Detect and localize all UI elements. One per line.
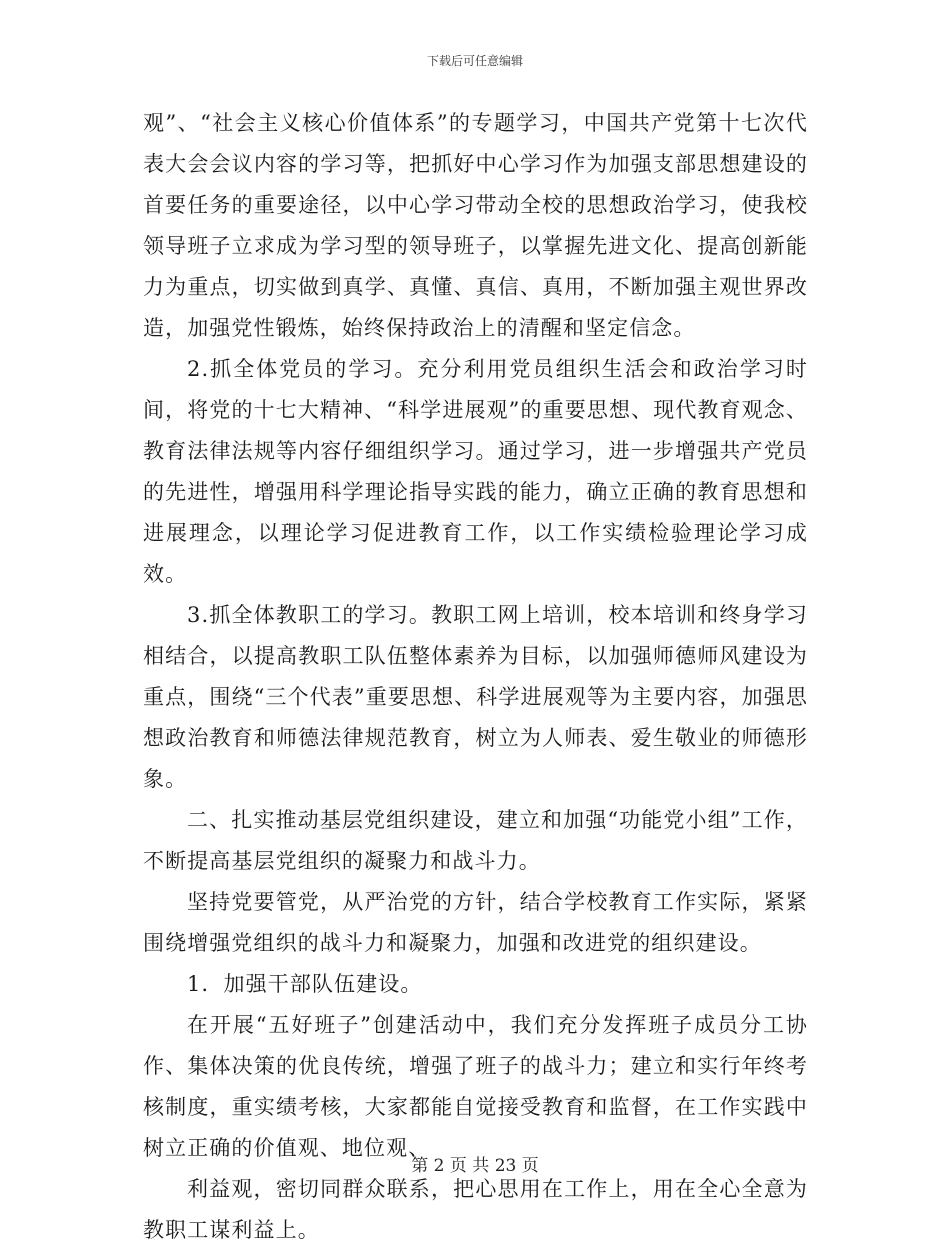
- document-body: [143, 103, 808, 1251]
- paragraph-item-2: 2.抓全体党员的学习。充分利用党员组织生活会和政治学习时间，将党的十七大精神、“科学进展观”的重要思想、现代教育观念、教育法律法规等内容仔细组织学习。通过学习，进一步增强共产党员的先进性，增强用科学理论指导实践的能力，确立正确的教育思想和进展理念，以理论学习促进教育工作，以工作实绩检验理论学习成效。: [143, 357, 808, 586]
- paragraph-item-3: 3.抓全体教职工的学习。教职工网上培训，校本培训和终身学习相结合，以提高教职工队伍整体素养为目标，以加强师德师风建设为重点，围绕“三个代表”重要思想、科学进展观等为主要内容，加强思想政治教育和师德法律规范教育，树立为人师表、爱生敬业的师德形象。: [143, 603, 808, 791]
- section-heading-2: 二、扎实推动基层党组织建设，建立和加强“功能党小组”工作，不断提高基层党组织的凝聚力和战斗力。: [143, 808, 808, 873]
- page-header: 下载后可任意编辑: [426, 54, 523, 68]
- paragraph-interests: 利益观，密切同群众联系，把心思用在工作上，用在全心全意为教职工谋利益上。: [143, 1177, 808, 1242]
- paragraph-five-good-team: 在开展“五好班子”创建活动中，我们充分发挥班子成员分工协作、集体决策的优良传统，增强了班子的战斗力；建立和实行年终考核制度，重实绩考核，大家都能自觉接受教育和监督，在工作实践中树立正确的价值观、地位观、: [143, 1013, 808, 1160]
- subheading-1: 1．加强干部队伍建设。: [187, 972, 423, 996]
- paragraph-continuation: 观”、“社会主义核心价值体系”的专题学习，中国共产党第十七次代表大会会议内容的学习等，把抓好中心学习作为加强支部思想建设的首要任务的重要途径，以中心学习带动全校的思想政治学习，使我校领导班子立求成为学习型的领导班子，以掌握先进文化、提高创新能力为重点，切实做到真学、真懂、真信、真用，不断加强主观世界改造，加强党性锻炼，始终保持政治上的清醒和坚定信念。: [143, 111, 808, 340]
- paragraph-section-intro: 坚持党要管党，从严治党的方针，结合学校教育工作实际，紧紧围绕增强党组织的战斗力和凝聚力，加强和改进党的组织建设。: [143, 890, 808, 955]
- page-number: 第 2 页 共 23 页: [411, 1156, 539, 1176]
